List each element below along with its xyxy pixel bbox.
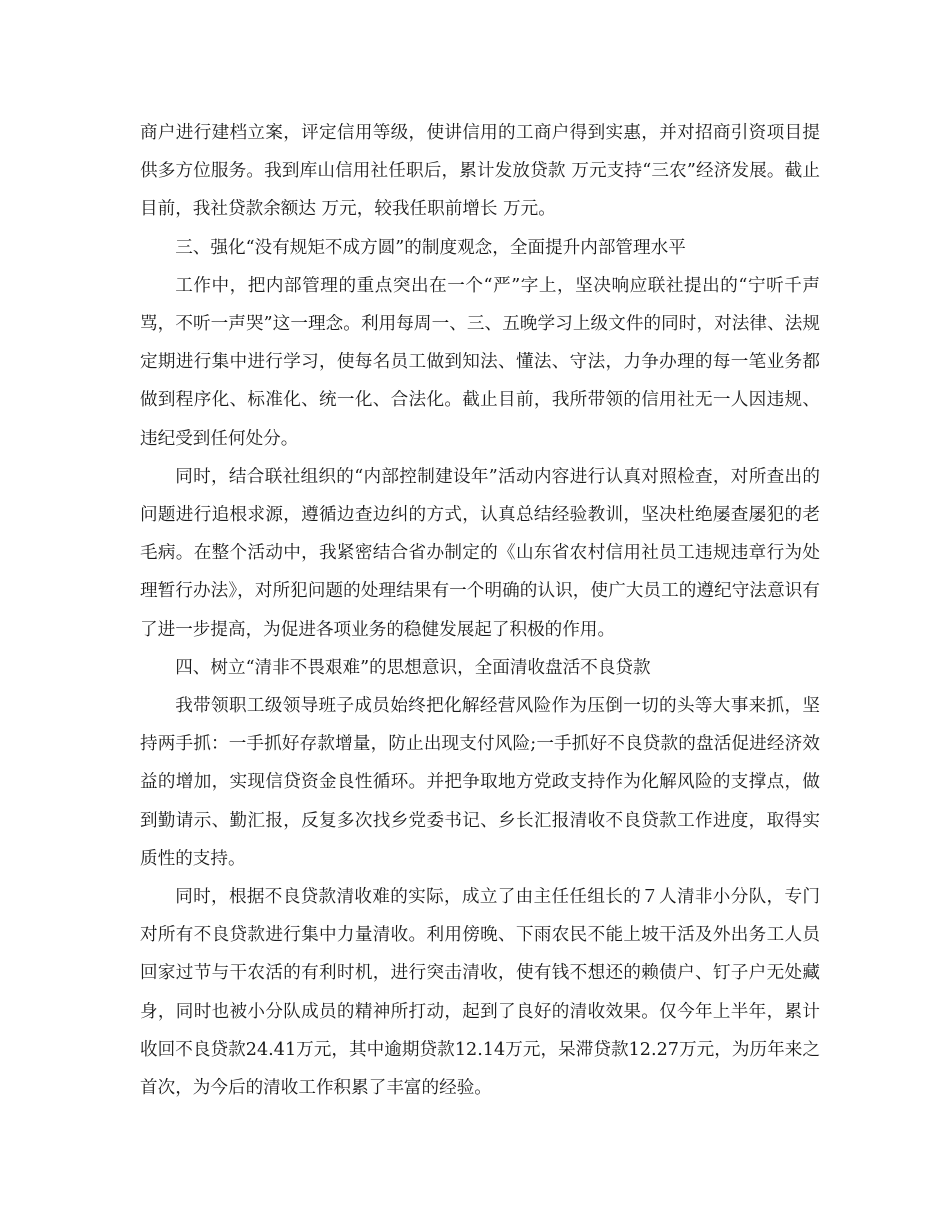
paragraph-internal-management: 工作中，把内部管理的重点突出在一个“严”字上，坚决响应联社提出的“宁听千声骂，不听一声哭”这一理念。利用每周一、三、五晚学习上级文件的同时，对法律、法规定期进行集中进行学习，使每名员工做到知法、懂法、守法，力争办理的每一笔业务都做到程序化、标准化、统一化、合法化。截止目前，我所带领的信用社无一人因违规、违纪受到任何处分。 — [140, 275, 820, 449]
section-heading-four: 四、树立“清非不畏艰难”的思想意识，全面清收盘活不良贷款 — [175, 657, 651, 678]
document-body — [140, 114, 820, 1107]
paragraph-internal-control: 同时，结合联社组织的“内部控制建设年”活动内容进行认真对照检查，对所查出的问题进行追根求源，遵循边查边纠的方式，认真总结经验教训，坚决杜绝屡查屡犯的老毛病。在整个活动中，我紧密结合省办制定的《山东省农村信用社员工违规违章行为处理暂行办法》，对所犯问题的处理结果有一个明确的认识，使广大员工的遵纪守法意识有了进一步提高，为促进各项业务的稳健发展起了积极的作用。 — [140, 466, 820, 640]
paragraph-loan-recovery: 同时，根据不良贷款清收难的实际，成立了由主任任组长的７人清非小分队，专门对所有不良贷款进行集中力量清收。利用傍晚、下雨农民不能上坡干活及外出务工人员回家过节与干农活的有利时机，进行突击清收，使有钱不想还的赖债户、钉子户无处藏身，同时也被小分队成员的精神所打动，起到了良好的清收效果。仅今年上半年，累计收回不良贷款24.41万元，其中逾期贷款12.14万元，呆滞贷款12.27万元，为历年来之首次，为今后的清收工作积累了丰富的经验。 — [140, 887, 820, 1099]
paragraph-risk-resolution: 我带领职工级领导班子成员始终把化解经营风险作为压倒一切的头等大事来抓，坚持两手抓：一手抓好存款增量，防止出现支付风险;一手抓好不良贷款的盘活促进经济效益的增加，实现信贷资金良性循环。并把争取地方党政支持作为化解风险的支撑点，做到勤请示、勤汇报，反复多次找乡党委书记、乡长汇报清收不良贷款工作进度，取得实质性的支持。 — [140, 696, 820, 869]
section-heading-three: 三、强化“没有规矩不成方圆”的制度观念，全面提升内部管理水平 — [175, 237, 686, 258]
paragraph-continued: 商户进行建档立案，评定信用等级，使讲信用的工商户得到实惠，并对招商引资项目提供多方位服务。我到库山信用社任职后，累计发放贷款 万元支持“三农”经济发展。截止目前，我社贷款余额达 万元，较我任职前增长 万元。 — [140, 123, 820, 220]
